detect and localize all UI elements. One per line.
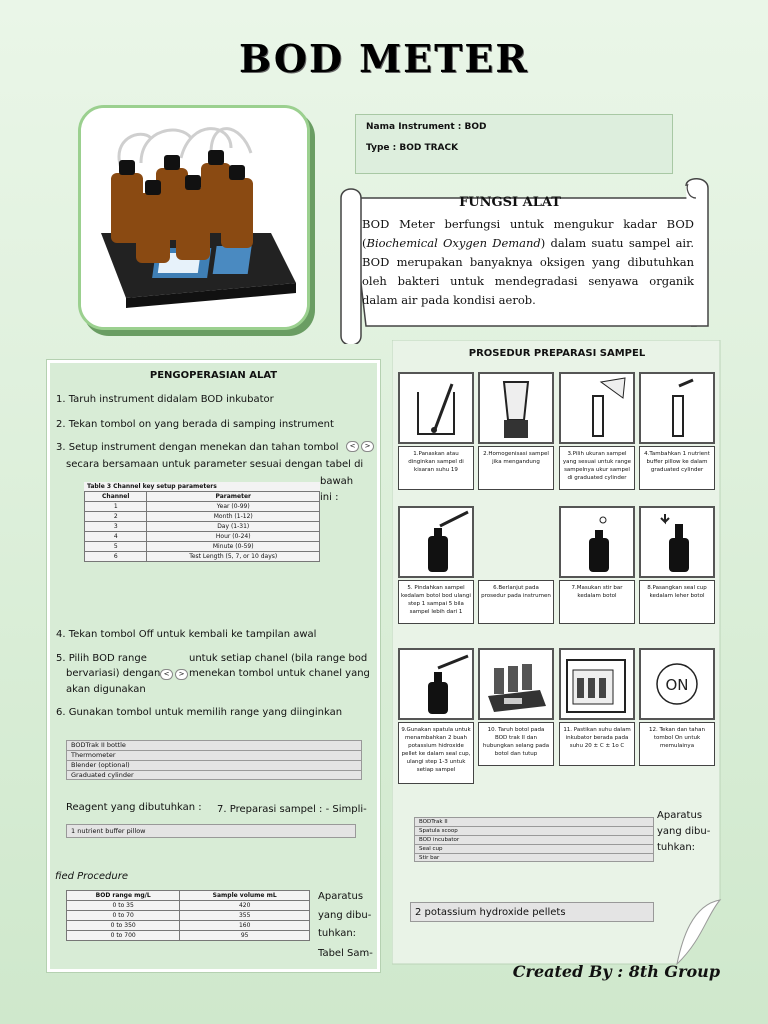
step-6-image <box>478 506 554 578</box>
operasi-step-5e: akan digunakan <box>66 684 146 695</box>
tabel-label: Tabel Sam- <box>318 948 373 959</box>
instrument-name: Nama Instrument : BOD <box>366 122 487 132</box>
step-5-caption: 5. Pindahkan sampel kedalam botol bod ulangi step 1 sampai 5 bila sampel lebih dari 1 <box>398 580 474 624</box>
prosedur-heading: PROSEDUR PREPARASI SAMPEL <box>468 348 646 359</box>
list-item: BODTrak II <box>414 817 654 826</box>
table-cell: Month (1-12) <box>147 512 320 522</box>
step-3-image <box>559 372 635 444</box>
step-4-image <box>639 372 715 444</box>
step-6-caption: 6.Berlanjut pada prosedur pada instrumen <box>478 580 554 624</box>
instrument-type: Type : BOD TRACK <box>366 143 459 153</box>
instrument-photo-card <box>78 105 310 330</box>
fungsi-text-italic: Biochemical Oxygen Demand <box>366 236 541 250</box>
operasi-step-3b: secara bersamaan untuk parameter sesuai dengan tabel di <box>66 459 364 470</box>
reagent-item: 1 nutrient buffer pillow <box>66 824 356 838</box>
list-item: BOD incubator <box>414 835 654 844</box>
fungsi-text-start: BOD Meter berfungsi untuk mengukur kadar BOD ( <box>362 217 694 250</box>
table-cell: 0 to 35 <box>67 901 180 911</box>
bod-range-table <box>66 890 310 941</box>
operasi-step-4: 4. Tekan tombol Off untuk kembali ke tampilan awal <box>56 629 317 640</box>
right-reagent: 2 potassium hydroxide pellets <box>410 902 654 922</box>
channel-buttons <box>346 433 376 452</box>
reagent-label: Reagent yang dibutuhkan : <box>66 802 202 813</box>
bodtrak-icon <box>480 650 552 718</box>
step-7-image <box>559 506 635 578</box>
aparatus-label-3: tuhkan: <box>318 928 357 939</box>
blender-icon <box>480 374 552 442</box>
step-3-caption: 3.Pilih ukuran sampel yang sesuai untuk range sampelnya ukur sampel di graduated cylinder <box>559 446 635 490</box>
operasi-step-3c: bawah <box>320 476 354 487</box>
graduated-cylinder-icon <box>561 374 633 442</box>
page-title: BOD METER <box>239 36 529 81</box>
step-2-caption: 2.Homogenisasi sampel jika mengandung <box>478 446 554 490</box>
beaker-thermometer-icon <box>400 374 472 442</box>
table-cell: 6 <box>85 552 147 562</box>
channel-buttons-2 <box>160 661 190 680</box>
table-cell: Day (1-31) <box>147 522 320 532</box>
step-4-caption: 4.Tambahkan 1 nutrient buffer pillow ke dalam graduated cylinder <box>639 446 715 490</box>
bottle-pour-icon <box>400 508 472 576</box>
list-item: Seal cup <box>414 844 654 853</box>
right-apparatus-list <box>414 817 654 862</box>
step-11-image <box>559 648 635 720</box>
right-aparatus-3: tuhkan: <box>657 842 696 853</box>
step-9-image <box>398 648 474 720</box>
step-1-caption: 1.Panaskan atau dinginkan sampel di kisaran suhu 19 <box>398 446 474 490</box>
channel-setup-table <box>84 482 320 562</box>
operasi-step-2: 2. Tekan tombol on yang berada di samping instrument <box>56 419 334 430</box>
step-9-caption: 9.Gunakan spatula untuk menambahkan 2 buah potassium hidroxide pellet ke dalam seal cup, ulangi step 1-3 untuk setiap sampel <box>398 722 474 784</box>
bottle-sealcup-icon <box>641 508 713 576</box>
channel-table <box>84 491 320 562</box>
step-2-image <box>478 372 554 444</box>
fungsi-text-end: ) dalam suatu sampel air. BOD merupakan banyaknya oksigen yang dibutuhkan oleh bakteri untuk mendegradasi senyawa organik dalam air pada kondisi aerob. <box>362 236 694 307</box>
right-aparatus-1: Aparatus <box>657 810 703 821</box>
table-cell: Year (0-99) <box>147 502 320 512</box>
step-10-caption: 10. Taruh botol pada BOD trak II dan hubungkan selang pada botol dan tutup <box>478 722 554 766</box>
list-item: Thermometer <box>66 750 362 760</box>
operasi-step-3a: 3. Setup instrument dengan menekan dan tahan tombol <box>56 442 339 453</box>
incubator-icon <box>561 650 633 718</box>
step-12-image <box>639 648 715 720</box>
list-item: Spatula scoop <box>414 826 654 835</box>
bottle-stirbar-icon <box>561 508 633 576</box>
operasi-step-5a: 5. Pilih BOD range <box>56 653 147 664</box>
bottle-spatula-icon <box>400 650 472 718</box>
instrument-info-box <box>355 114 673 174</box>
channel-table-caption: Table 3 Channel key setup parameters <box>84 482 320 491</box>
step-7-caption: 7.Masukan stir bar kedalam botol <box>559 580 635 624</box>
on-button-icon <box>641 650 713 718</box>
step-8-caption: 8.Pasangkan seal cup kedalam leher botol <box>639 580 715 624</box>
step-5-image <box>398 506 474 578</box>
step-1-image <box>398 372 474 444</box>
operasi-step-5b: untuk setiap chanel (bila range bod <box>189 653 368 664</box>
step-8-image <box>639 506 715 578</box>
table-cell: 3 <box>85 522 147 532</box>
operasi-step-5c: bervariasi) dengan <box>66 668 161 679</box>
step-12-caption: 12. Tekan dan tahan tombol On untuk memulainya <box>639 722 715 766</box>
list-item: Blender (optional) <box>66 760 362 770</box>
table-cell: Test Length (5, 7, or 10 days) <box>147 552 320 562</box>
bod-meter-illustration <box>81 108 307 327</box>
table-cell: Minute (0-59) <box>147 542 320 552</box>
operasi-step-7: 7. Preparasi sampel : - Simpli- <box>217 804 367 815</box>
table-cell: 355 <box>180 911 310 921</box>
step-11-caption: 11. Pastikan suhu dalam inkubator berada pada suhu 20 ± C ± 1o C <box>559 722 635 766</box>
operasi-step-3d: ini : <box>320 492 339 503</box>
table-cell: 0 to 700 <box>67 931 180 941</box>
table-cell: 95 <box>180 931 310 941</box>
aparatus-label-2: yang dibu- <box>318 910 372 921</box>
left-arrow-icon: < <box>346 441 359 452</box>
right-aparatus-2: yang dibu- <box>657 826 711 837</box>
aparatus-label-1: Aparatus <box>318 891 364 902</box>
table-cell: 0 to 70 <box>67 911 180 921</box>
range-table-header: Sample volume mL <box>180 891 310 901</box>
channel-table-header: Parameter <box>147 492 320 502</box>
list-item: Graduated cylinder <box>66 770 362 780</box>
cylinder-pillow-icon <box>641 374 713 442</box>
list-item: BODTrak II bottle <box>66 740 362 750</box>
table-cell: 2 <box>85 512 147 522</box>
right-arrow-icon: > <box>361 441 374 452</box>
fungsi-title: FUNGSI ALAT <box>459 195 561 210</box>
apparatus-list <box>66 740 362 780</box>
range-table <box>66 890 310 941</box>
table-cell: 1 <box>85 502 147 512</box>
operasi-step-1: 1. Taruh instrument didalam BOD inkubator <box>56 394 274 405</box>
step-10-image <box>478 648 554 720</box>
operasi-step-7b: fied Procedure <box>55 871 128 882</box>
list-item: Stir bar <box>414 853 654 862</box>
credit-text: Created By : 8th Group <box>512 962 720 981</box>
channel-table-header: Channel <box>85 492 147 502</box>
table-cell: 0 to 350 <box>67 921 180 931</box>
fungsi-body <box>362 215 694 310</box>
operasi-heading: PENGOPERASIAN ALAT <box>149 370 278 381</box>
range-table-header: BOD range mg/L <box>67 891 180 901</box>
table-cell: 160 <box>180 921 310 931</box>
operasi-step-6: 6. Gunakan tombol untuk memilih range yang diinginkan <box>56 707 343 718</box>
left-arrow-icon: < <box>160 669 173 680</box>
table-cell: 420 <box>180 901 310 911</box>
table-cell: 4 <box>85 532 147 542</box>
on-label: ON <box>665 676 689 694</box>
table-cell: 5 <box>85 542 147 552</box>
operasi-step-5d: menekan tombol untuk chanel yang <box>189 668 370 679</box>
table-cell: Hour (0-24) <box>147 532 320 542</box>
right-arrow-icon: > <box>175 669 188 680</box>
